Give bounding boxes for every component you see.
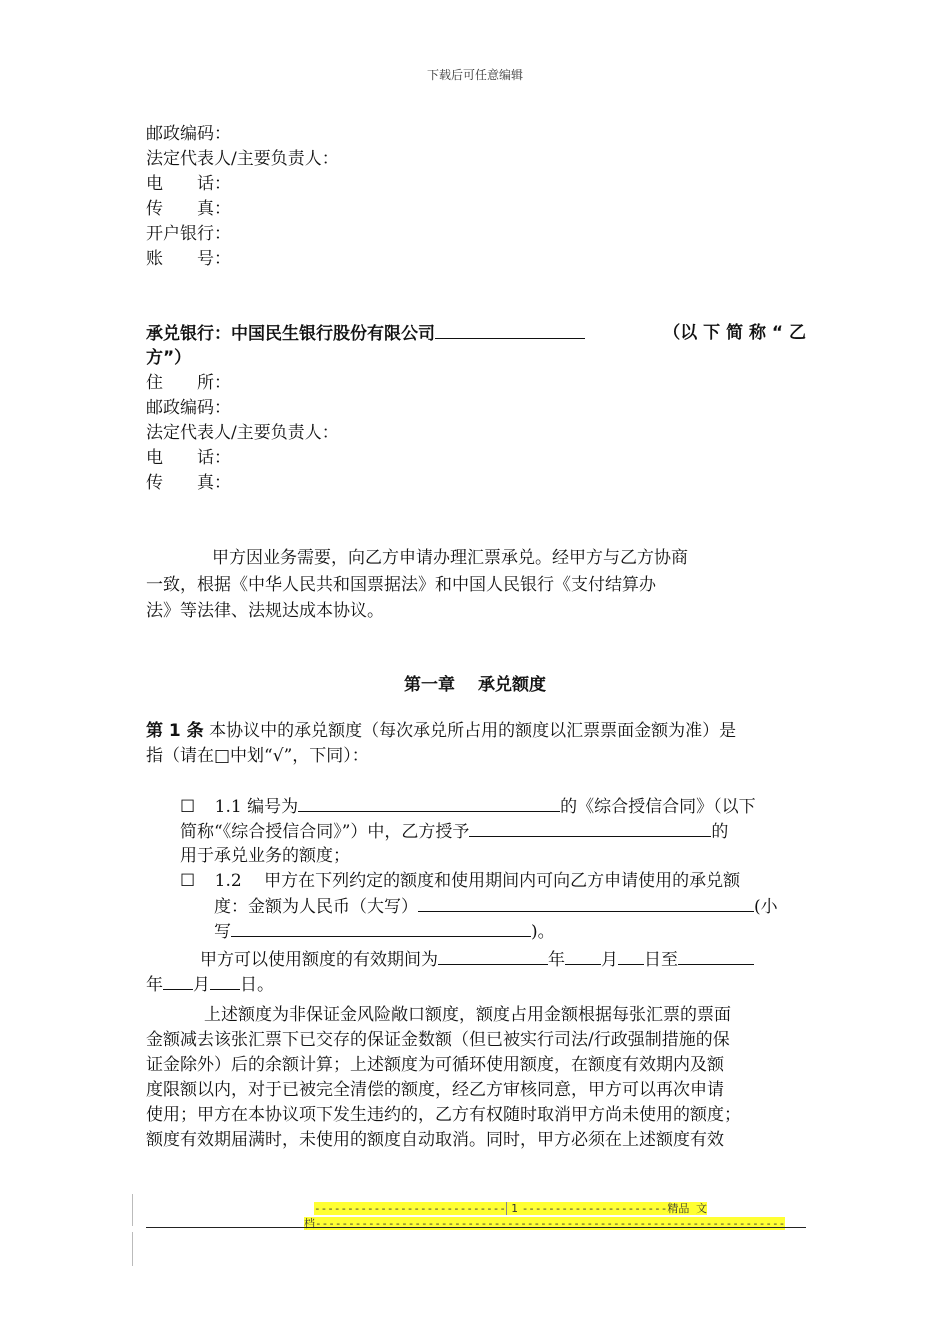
start-year-blank[interactable] <box>438 947 548 965</box>
option-1-2-line3 <box>214 919 555 944</box>
option-1-1-line2-suffix: 的 <box>711 822 729 842</box>
party-a-postcode-label: 邮政编码： <box>146 124 231 144</box>
option-1-2-line2-prefix: 度：金额为人民币（大写） <box>214 897 418 917</box>
body-para-line6: 额度有效期届满时，未使用的额度自动取消。同时，甲方必须在上述额度有效 <box>146 1130 724 1150</box>
body-para-line5: 使用；甲方在本协议项下发生违约的，乙方有权随时取消甲方尚未使用的额度； <box>146 1105 741 1125</box>
body-para-line3: 证金除外）后的余额计算；上述额度为可循环使用额度，在额度有效期内及额 <box>146 1055 724 1075</box>
party-a-bank-label: 开户银行： <box>146 224 231 244</box>
party-b-title-suffix: （以 下 简 称 “ 乙 <box>663 323 806 343</box>
party-b-fax-label: 传 真： <box>146 473 231 493</box>
page-header: 下载后可任意编辑 <box>426 68 523 82</box>
validity-year-label: 年 <box>548 950 565 970</box>
party-b-title-line2: 方”） <box>146 348 192 368</box>
party-a-rep-label: 法定代表人/主要负责人： <box>146 149 339 169</box>
party-b-branch-blank[interactable] <box>435 321 585 339</box>
footer-divider <box>146 1227 806 1228</box>
preamble-line3: 法》等法律、法规达成本协议。 <box>146 601 384 621</box>
article1-line2: 指（请在□中划“√”，下同）： <box>146 746 369 766</box>
contract-number-blank[interactable] <box>298 794 560 812</box>
end-month-blank[interactable] <box>163 972 193 990</box>
chapter-title: 第一章 承兑额度 <box>404 675 546 695</box>
option-1-2-line1 <box>180 869 740 893</box>
footer-line1-right: ----------------------精品 文 <box>521 1202 708 1215</box>
footer-page-number: 1 <box>506 1202 522 1215</box>
footer-line2-text: 档----------------------------------------------------------------------- <box>304 1217 786 1230</box>
body-para-line4: 度限额以内，对于已被完全清偿的额度，经乙方审核同意，甲方可以再次申请 <box>146 1080 724 1100</box>
party-b-phone-label: 电 话： <box>146 448 231 468</box>
party-a-phone-label: 电 话： <box>146 174 231 194</box>
option-1-1-prefix: 1.1 编号为 <box>214 797 299 817</box>
article1-text: 本协议中的承兑额度（每次承兑所占用的额度以汇票票面金额为准）是 <box>209 721 737 741</box>
option-1-2-line3-suffix: )。 <box>531 922 555 942</box>
party-b-address-label: 住 所： <box>146 373 231 393</box>
option-1-2-text: 1.2 甲方在下列约定的额度和使用期间内可向乙方申请使用的承兑额 <box>214 871 741 891</box>
option-1-1-line1 <box>180 794 756 819</box>
amount-lowercase-blank[interactable] <box>231 919 531 937</box>
validity-line2-year-label: 年 <box>146 975 163 995</box>
option-1-2-line2 <box>214 894 778 919</box>
party-b-title <box>146 321 806 346</box>
footer-line2 <box>304 1212 785 1231</box>
party-a-account-label: 账 号： <box>146 249 231 269</box>
party-a-fax-label: 传 真： <box>146 199 231 219</box>
validity-prefix: 甲方可以使用额度的有效期间为 <box>200 950 438 970</box>
footer-left-margin-line <box>132 1194 133 1226</box>
start-day-blank[interactable] <box>618 947 644 965</box>
preamble-line2: 一致，根据《中华人民共和国票据法》和中国人民银行《支付结算办 <box>146 575 656 595</box>
footer-line1-left: ----------------------------- <box>314 1202 507 1215</box>
start-month-blank[interactable] <box>565 947 601 965</box>
option-1-1-line3: 用于承兑业务的额度； <box>180 846 350 866</box>
validity-day-to-label: 日至 <box>644 950 678 970</box>
validity-line2-day-label: 日。 <box>240 975 274 995</box>
granted-party-blank[interactable] <box>469 819 711 837</box>
option-1-2-checkbox[interactable]: ☐ <box>180 871 196 891</box>
amount-uppercase-blank[interactable] <box>418 894 754 912</box>
option-1-1-line2 <box>180 819 728 844</box>
body-para-line2: 金额减去该张汇票下已交存的保证金数额（但已被实行司法/行政强制措施的保 <box>146 1030 730 1050</box>
option-1-2-line2-suffix: (小 <box>754 897 778 917</box>
option-1-2-line3-prefix: 写 <box>214 922 231 942</box>
validity-month-label: 月 <box>601 950 618 970</box>
preamble-line1: 甲方因业务需要，向乙方申请办理汇票承兑。经甲方与乙方协商 <box>212 548 688 568</box>
article1-line1 <box>146 719 736 743</box>
party-b-title-prefix: 承兑银行：中国民生银行股份有限公司 <box>146 324 435 344</box>
footer-left-margin-line-lower <box>132 1232 133 1266</box>
article1-label: 第 1 条 <box>146 721 204 741</box>
party-b-rep-label: 法定代表人/主要负责人： <box>146 423 339 443</box>
party-b-postcode-label: 邮政编码： <box>146 398 231 418</box>
option-1-1-line2-prefix: 简称“《综合授信合同》”）中，乙方授予 <box>180 822 470 842</box>
body-para-line1: 上述额度为非保证金风险敞口额度，额度占用金额根据每张汇票的票面 <box>204 1005 731 1025</box>
validity-line2 <box>146 972 274 997</box>
end-day-blank[interactable] <box>210 972 240 990</box>
option-1-1-checkbox[interactable]: ☐ <box>180 797 196 817</box>
validity-line2-month-label: 月 <box>193 975 210 995</box>
end-year-blank[interactable] <box>678 947 754 965</box>
validity-line1 <box>200 947 754 972</box>
option-1-1-mid: 的《综合授信合同》（以下 <box>560 797 756 817</box>
